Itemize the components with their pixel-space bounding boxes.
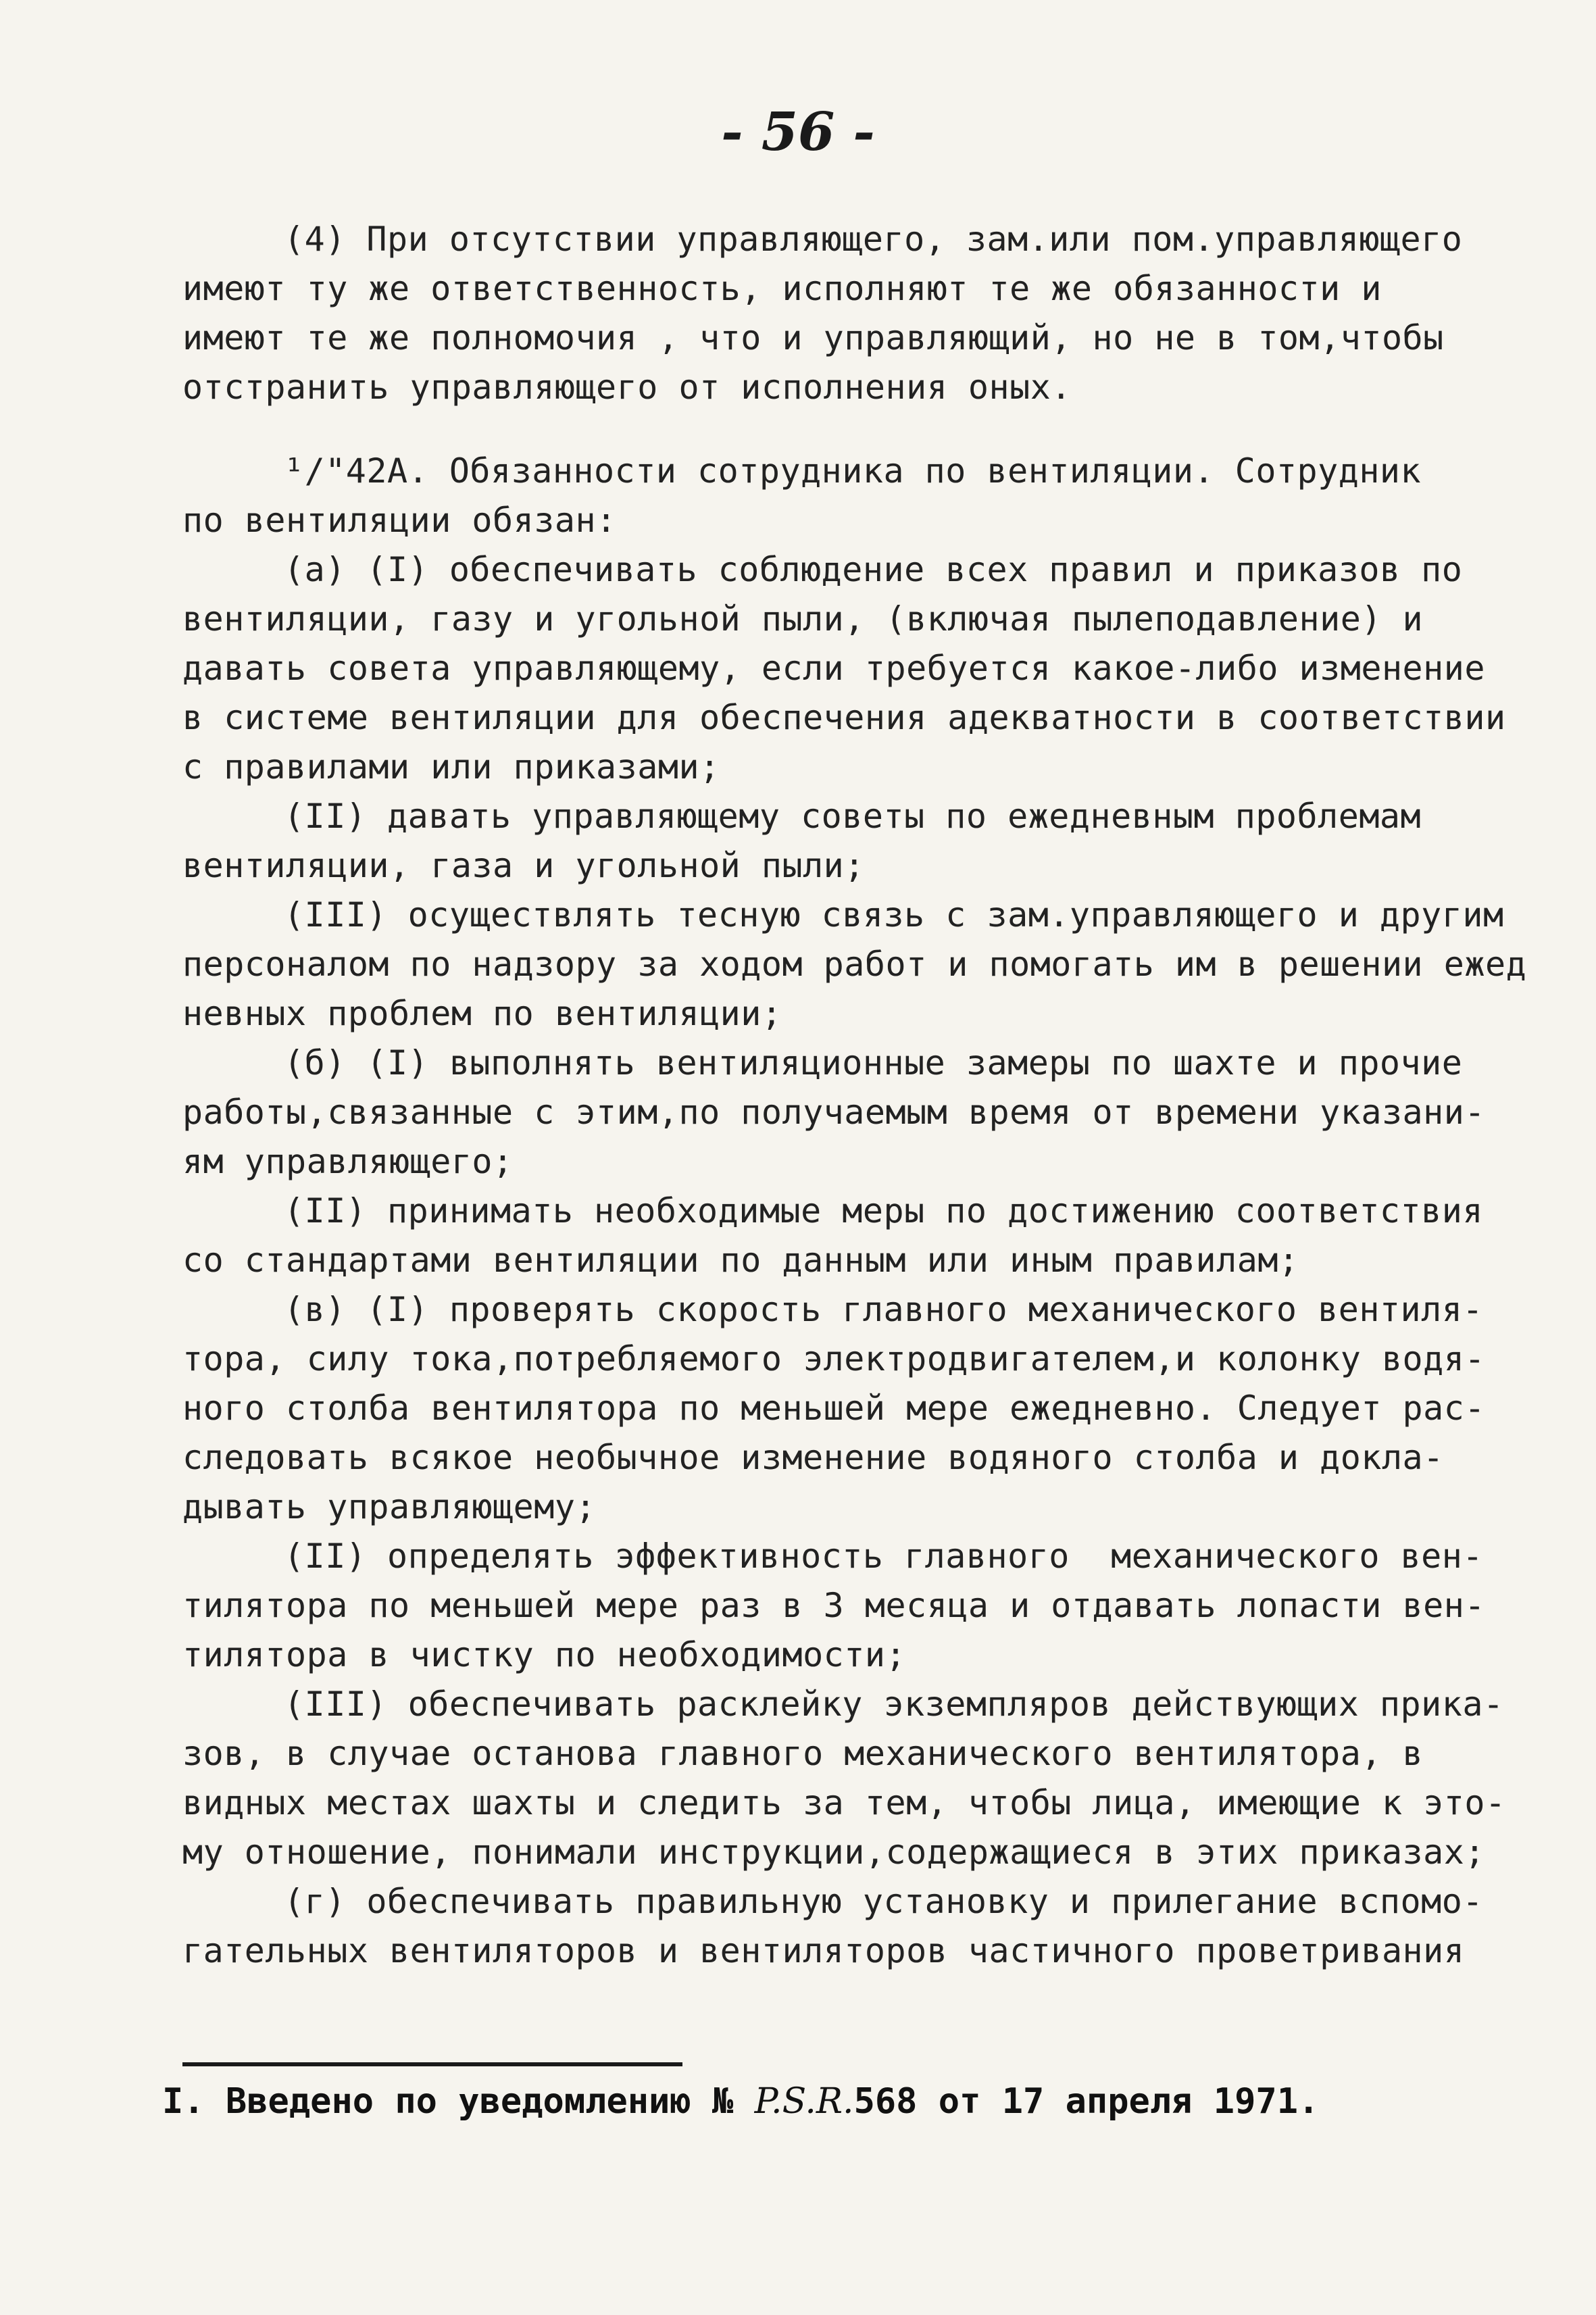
text-line: (г) обеспечивать правильную установку и прилегание вспомо- bbox=[284, 1882, 1483, 1921]
footnote-prefix: I. Введено по уведомлению № bbox=[162, 2081, 734, 2122]
text-line: зов, в случае останова главного механического вентилятора, в bbox=[182, 1734, 1424, 1773]
text-line: в системе вентиляции для обеспечения адекватности в соответствии bbox=[182, 698, 1506, 737]
text-line: му отношение, понимали инструкции,содержащиеся в этих приказах; bbox=[182, 1833, 1485, 1872]
text-line: со стандартами вентиляции по данным или иным правилам; bbox=[182, 1241, 1299, 1280]
text-line: отстранить управляющего от исполнения оных. bbox=[182, 368, 1072, 407]
text-line: ¹/"42А. Обязанности сотрудника по вентиляции. Сотрудник bbox=[284, 451, 1422, 491]
text-line: тилятора в чистку по необходимости; bbox=[182, 1635, 907, 1674]
text-line: по вентиляции обязан: bbox=[182, 501, 617, 540]
footnote-suffix: 568 от 17 апреля 1971. bbox=[853, 2081, 1320, 2122]
text-line: (II) давать управляющему советы по ежедневным проблемам bbox=[284, 797, 1422, 836]
text-line: (4) При отсутствии управляющего, зам.или пом.управляющего bbox=[284, 220, 1463, 259]
text-line: (б) (I) выполнять вентиляционные замеры по шахте и прочие bbox=[284, 1043, 1463, 1082]
text-line: тора, силу тока,потребляемого электродвигателем,и колонку водя- bbox=[182, 1339, 1485, 1378]
text-line: (а) (I) обеспечивать соблюдение всех правил и приказов по bbox=[284, 550, 1463, 589]
text-line: вентиляции, газа и угольной пыли; bbox=[182, 846, 865, 885]
text-line: персоналом по надзору за ходом работ и помогать им в решении ежед bbox=[182, 945, 1527, 984]
footnote bbox=[162, 2081, 1319, 2122]
text-line: тилятора по меньшей мере раз в 3 месяца и отдавать лопасти вен- bbox=[182, 1586, 1485, 1625]
text-line: давать совета управляющему, если требуется какое-либо изменение bbox=[182, 649, 1485, 688]
text-line: следовать всякое необычное изменение водяного столба и докла- bbox=[182, 1438, 1444, 1477]
text-line: (в) (I) проверять скорость главного механического вентиля- bbox=[284, 1290, 1483, 1329]
text-line: невных проблем по вентиляции; bbox=[182, 994, 782, 1033]
text-line: дывать управляющему; bbox=[182, 1487, 597, 1526]
text-line: гательных вентиляторов и вентиляторов частичного проветривания bbox=[182, 1931, 1465, 1970]
footnote-divider bbox=[182, 2062, 682, 2066]
footnote-handwritten-ref: P.S.R. bbox=[754, 2081, 854, 2122]
text-line: вентиляции, газу и угольной пыли, (включая пылеподавление) и bbox=[182, 599, 1424, 639]
text-line: (III) осуществлять тесную связь с зам.управляющего и другим bbox=[284, 895, 1504, 935]
text-line: имеют те же полномочия , что и управляющий, но не в том,чтобы bbox=[182, 318, 1444, 357]
text-line: ям управляющего; bbox=[182, 1142, 514, 1181]
text-line: (II) определять эффективность главного механического вен- bbox=[284, 1537, 1483, 1576]
text-line: (III) обеспечивать расклейку экземпляров действующих прика- bbox=[284, 1685, 1504, 1724]
text-line: с правилами или приказами; bbox=[182, 747, 720, 787]
text-line: (II) принимать необходимые меры по достижению соответствия bbox=[284, 1191, 1483, 1230]
text-line: работы,связанные с этим,по получаемым время от времени указани- bbox=[182, 1093, 1485, 1132]
page-number: - 56 - bbox=[721, 101, 875, 163]
text-line: видных местах шахты и следить за тем, чтобы лица, имеющие к это- bbox=[182, 1783, 1506, 1822]
text-line: ного столба вентилятора по меньшей мере ежедневно. Следует рас- bbox=[182, 1389, 1485, 1428]
text-line: имеют ту же ответственность, исполняют те же обязанности и bbox=[182, 269, 1382, 308]
